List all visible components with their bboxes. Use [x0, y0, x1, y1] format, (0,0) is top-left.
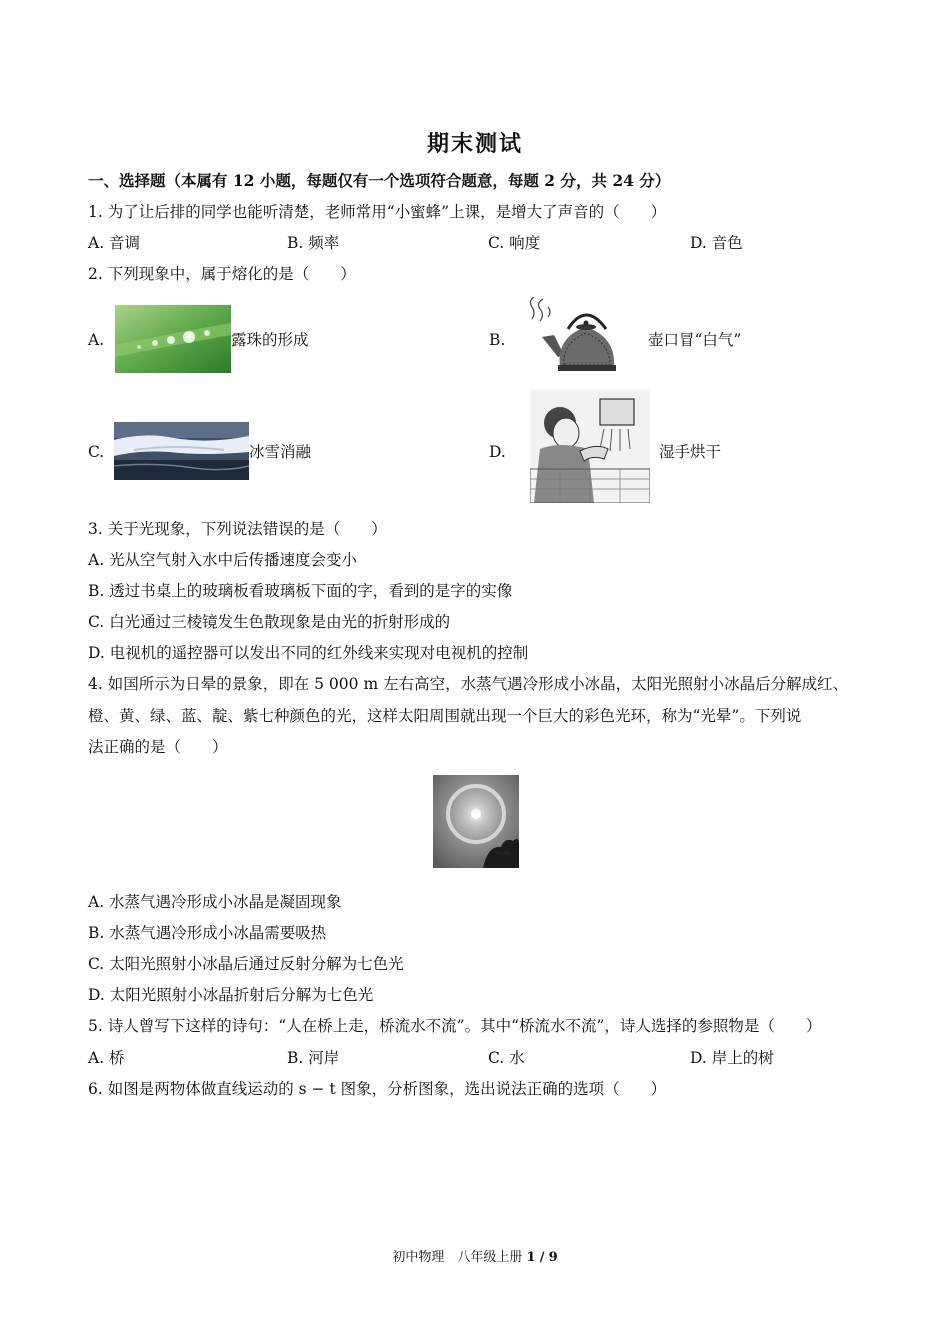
section-heading: 一、选择题（本属有 12 小题，每题仅有一个选项符合题意，每题 2 分，共 24 分）	[88, 171, 671, 190]
q2-option-a-text: 露珠的形成	[231, 331, 309, 349]
q4-option-c: C. 太阳光照射小冰晶后通过反射分解为七色光	[88, 955, 404, 973]
q2-option-d-text: 湿手烘干	[659, 443, 722, 461]
q3-option-a: A. 光从空气射入水中后传播速度会变小	[88, 551, 358, 569]
footer-course-text: 初中物理 八年级上册	[392, 1250, 523, 1265]
question-2-stem: 2. 下列现象中，属于熔化的是（ ）	[88, 265, 356, 283]
question-4-stem-line2: 橙、黄、绿、蓝、靛、紫七种颜色的光，这样太阳周围就出现一个巨大的彩色光环，称为“光晕”。下列说	[88, 707, 802, 725]
page-title: 期末测试	[426, 131, 523, 157]
footer-total-pages: 9	[548, 1250, 558, 1265]
q3-option-b: B. 透过书桌上的玻璃板看玻璃板下面的字，看到的是字的实像	[88, 582, 513, 600]
q1-option-d: D. 音色	[690, 234, 743, 252]
q4-option-b: B. 水蒸气遇冷形成小冰晶需要吸热	[88, 924, 327, 942]
q3-option-c: C. 白光通过三棱镜发生色散现象是由光的折射形成的	[88, 613, 451, 631]
q1-option-b: B. 频率	[287, 234, 340, 252]
q1-option-c: C. 响度	[488, 234, 541, 252]
q5-option-c: C. 水	[488, 1049, 525, 1067]
question-6-stem: 6. 如图是两物体做直线运动的 s − t 图象，分析图象，选出说法正确的选项（ ）	[88, 1080, 667, 1098]
q1-option-a: A. 音调	[88, 234, 141, 252]
q2-option-d-label: D.	[489, 443, 506, 461]
q2-option-b-text: 壶口冒“白气”	[648, 331, 742, 349]
q4-option-d: D. 太阳光照射小冰晶折射后分解为七色光	[88, 986, 374, 1004]
footer-separator: /	[539, 1250, 545, 1265]
q2-option-a-label: A.	[88, 331, 105, 349]
q5-option-b: B. 河岸	[287, 1049, 340, 1067]
question-4-stem-line3: 法正确的是（ ）	[88, 738, 228, 756]
q5-option-a: A. 桥	[88, 1049, 125, 1067]
footer-page-number: 1	[526, 1250, 536, 1265]
q2-option-c-label: C.	[88, 443, 105, 461]
q2-option-c-text: 冰雪消融	[249, 443, 312, 461]
q3-option-d: D. 电视机的遥控器可以发出不同的红外线来实现对电视机的控制	[88, 644, 529, 662]
question-1-stem: 1. 为了让后排的同学也能听清楚，老师常用“小蜜蜂”上课，是增大了声音的（ ）	[88, 203, 667, 221]
q4-option-a: A. 水蒸气遇冷形成小冰晶是凝固现象	[88, 893, 342, 911]
q5-option-d: D. 岸上的树	[690, 1049, 774, 1067]
q2-option-b-label: B.	[489, 331, 506, 349]
question-4-stem-line1: 4. 如国所示为日晕的景象，即在 5 000 m 左右高空，水蒸气遇冷形成小冰晶，太阳光照射小冰晶后分解成红、	[88, 675, 849, 693]
page-footer	[0, 1246, 950, 1265]
question-3-stem: 3. 关于光现象，下列说法错误的是（ ）	[88, 520, 387, 538]
dew-drop-photo	[115, 305, 231, 373]
sun-halo-photo	[433, 775, 519, 868]
melting-snow-photo	[114, 422, 249, 480]
kettle-steam-drawing	[524, 297, 636, 375]
question-5-stem: 5. 诗人曾写下这样的诗句：“人在桥上走，桥流水不流”。其中“桥流水不流”，诗人选择的参照物是（ ）	[88, 1017, 822, 1035]
hand-dryer-drawing	[530, 389, 650, 503]
